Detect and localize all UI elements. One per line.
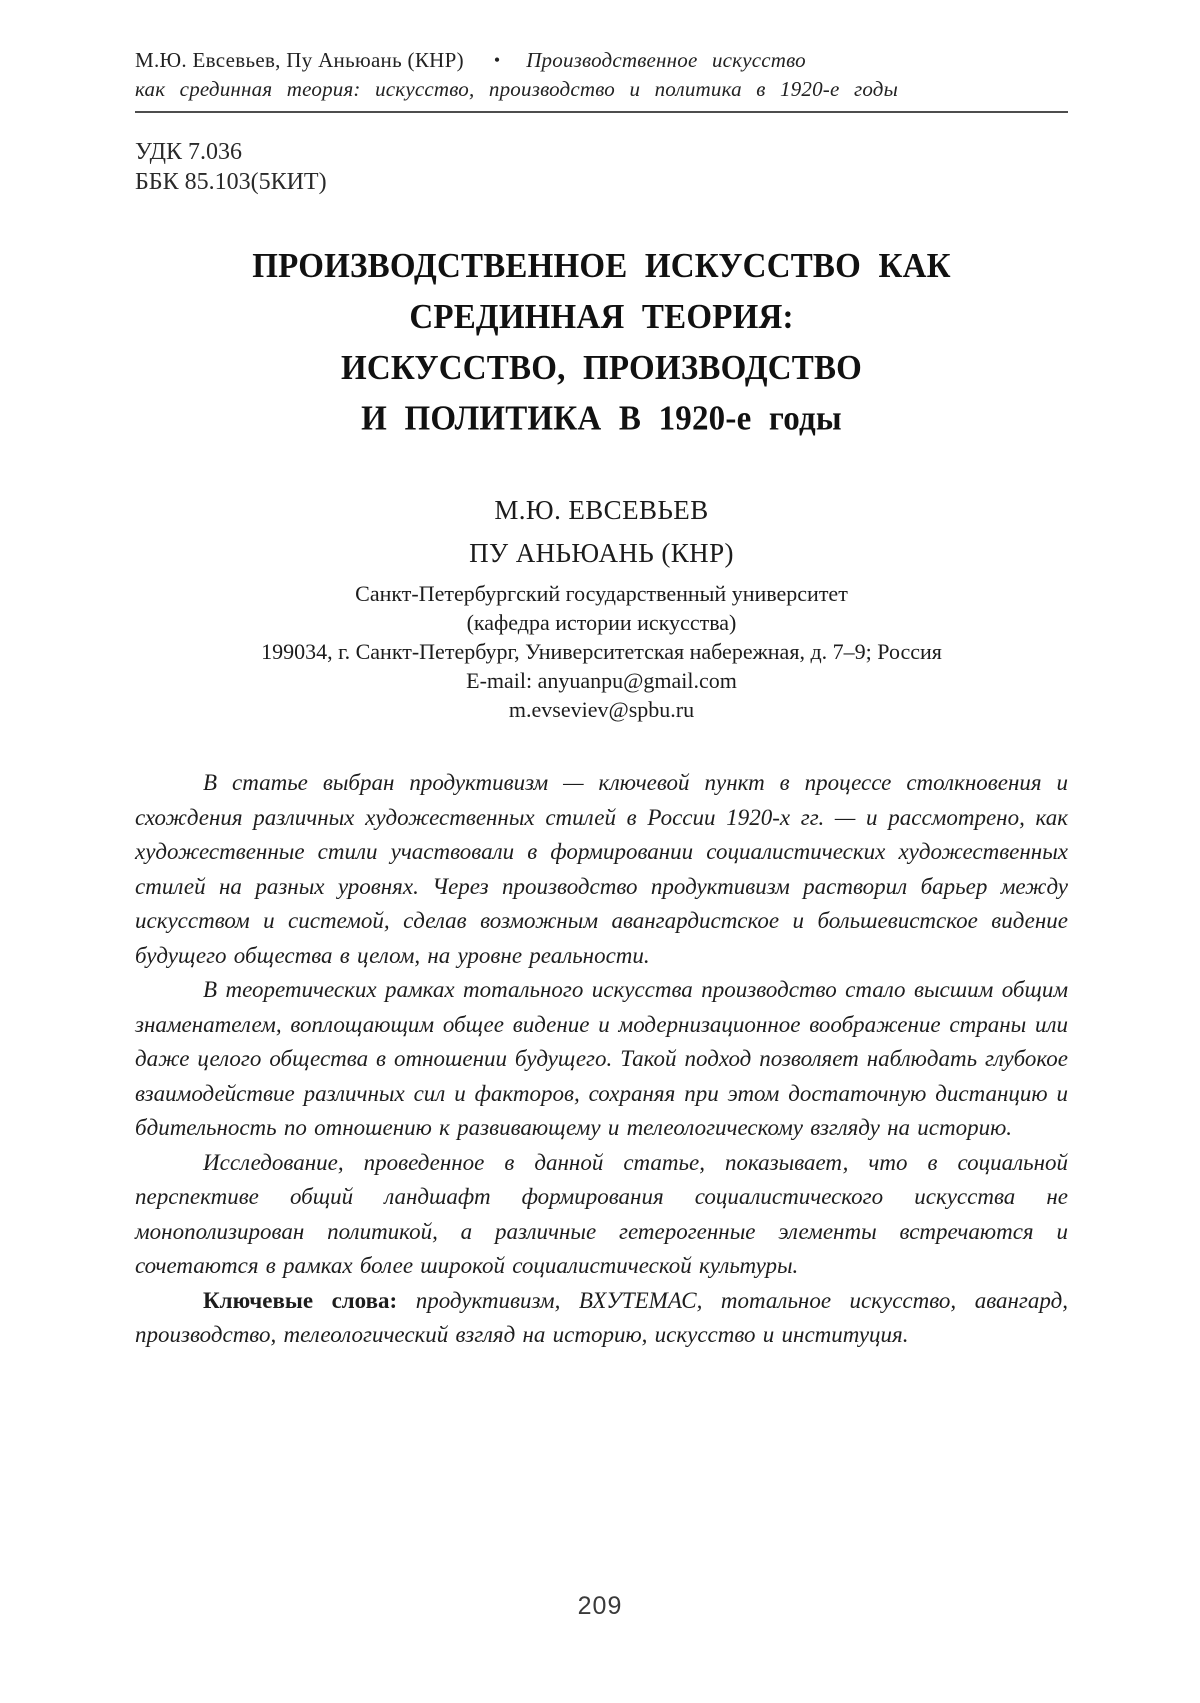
abstract-section — [135, 766, 1068, 1353]
running-head-line1 — [135, 46, 1068, 75]
classification-codes — [135, 137, 1068, 197]
running-head-title-part2: как срединная теория: искусство, производство и политика в 1920-е годы — [135, 77, 899, 101]
keywords-text: продуктивизм, ВХУТЕМАС, тотальное искусство, авангард, производство, телеологический взгляд на историю, искусство и институция. — [135, 1287, 1068, 1347]
affiliation-block — [135, 579, 1068, 724]
article-title-line: СРЕДИННАЯ ТЕОРИЯ: — [409, 298, 794, 337]
affiliation-department: (кафедра истории искусства) — [466, 610, 737, 635]
keywords-paragraph — [135, 1284, 1068, 1353]
author-name: ПУ АНЬЮАНЬ (КНР) — [469, 538, 734, 568]
keywords-label: Ключевые слова: — [203, 1287, 398, 1313]
author-name: М.Ю. ЕВСЕВЬЕВ — [494, 495, 709, 525]
page-number: 209 — [577, 1592, 623, 1620]
article-title — [135, 241, 1068, 445]
authors-block — [135, 489, 1068, 575]
affiliation-email-primary: E-mail: anyuanpu@gmail.com — [466, 668, 737, 693]
affiliation-email-secondary: m.evseviev@spbu.ru — [508, 697, 695, 722]
article-title-line: ПРОИЗВОДСТВЕННОЕ ИСКУССТВО КАК — [252, 247, 951, 286]
running-head-title-part1: Производственное искусство — [526, 48, 806, 72]
udc-code: УДК 7.036 — [135, 139, 242, 165]
affiliation-university: Санкт-Петербургский государственный университет — [355, 581, 848, 606]
header-rule — [135, 111, 1068, 113]
affiliation-address: 199034, г. Санкт-Петербург, Университетская набережная, д. 7–9; Россия — [261, 639, 942, 664]
article-title-line: И ПОЛИТИКА В 1920-е годы — [361, 400, 842, 439]
running-head — [135, 46, 1068, 113]
article-title-line: ИСКУССТВО, ПРОИЗВОДСТВО — [340, 349, 863, 388]
abstract-paragraph: В теоретических рамках тотального искусства производство стало высшим общим знаменателем, воплощающим общее видение и модернизационное воображение страны или даже целого общества в отношении будущего. Такой подход позволяет наблюдать глубокое взаимодействие различных сил и факторов, сохраняя при этом достаточную дистанцию и бдительность по отношению к развивающему и телеологическому взгляду на историю. — [135, 977, 1068, 1140]
abstract-paragraph: Исследование, проведенное в данной статье, показывает, что в социальной перспективе общий ландшафт формирования социалистического искусства не монополизирован политикой, а различные гетерогенные элементы встречаются и сочетаются в рамках более широкой социалистической культуры. — [135, 1149, 1068, 1278]
bullet-separator-icon: • — [493, 50, 501, 70]
running-head-authors: М.Ю. Евсевьев, Пу Аньюань (КНР) — [135, 48, 464, 72]
bbk-code: ББК 85.103(5КИТ) — [135, 169, 327, 195]
abstract-paragraph: В статье выбран продуктивизм — ключевой пункт в процессе столкновения и схождения различных художественных стилей в России 1920-х гг. — и рассмотрено, как художественные стили участвовали в формировании социалистических художественных стилей на разных уровнях. Через производство продуктивизм растворил барьер между искусством и системой, сделав возможным авангардистское и большевистское видение будущего общества в целом, на уровне реальности. — [135, 770, 1068, 968]
